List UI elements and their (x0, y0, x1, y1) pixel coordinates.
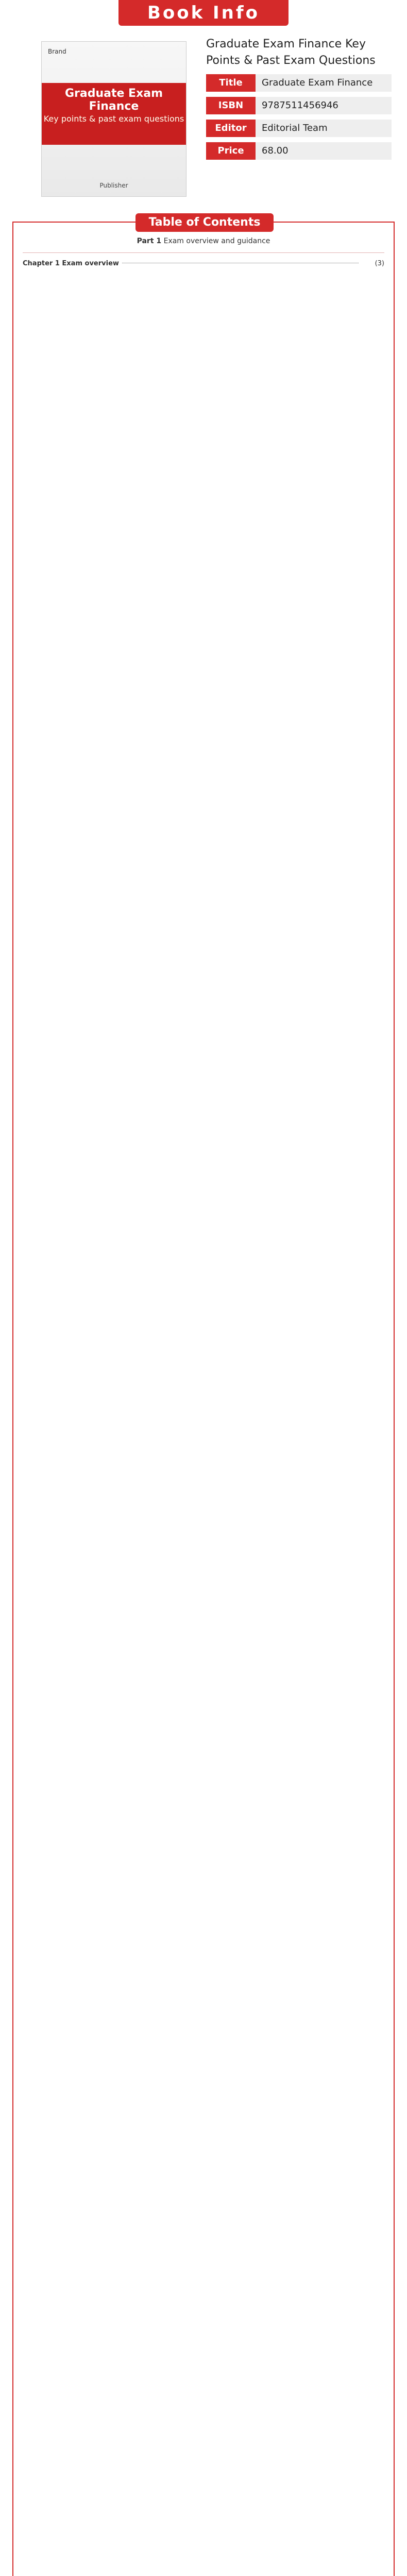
book-cover (41, 41, 186, 197)
book-info (206, 36, 392, 165)
cover-subtitle: Key points & past exam questions (43, 114, 184, 124)
part-title (23, 237, 384, 245)
part-title-text: Exam overview and guidance (163, 237, 270, 245)
book-info-value: Graduate Exam Finance (256, 74, 392, 92)
book-info-value: 68.00 (256, 142, 392, 160)
book-info-value: 9787511456946 (256, 97, 392, 114)
book-info-row-editor (206, 120, 392, 137)
toc-header (13, 213, 396, 232)
book-info-value: Editorial Team (256, 120, 392, 137)
book-info-label: Editor (206, 120, 256, 137)
book-info-row-title (206, 74, 392, 92)
book-info-row-price (206, 142, 392, 160)
toc-page: (3) (375, 260, 384, 267)
book-title: Graduate Exam Finance Key Points & Past Exam Questions (206, 38, 376, 67)
part-title-prefix: Part 1 (137, 237, 162, 245)
toc-line[interactable] (23, 258, 384, 2576)
table-of-contents (12, 216, 395, 2576)
banner-title: Book Info (147, 3, 260, 23)
toc-title: Table of Contents (135, 213, 274, 232)
cover-publisher: Publisher (99, 182, 128, 189)
book-info-row-isbn (206, 97, 392, 114)
part-divider (23, 252, 384, 253)
toc-parts (13, 237, 394, 2576)
toc-part (23, 237, 384, 2576)
cover-title: Graduate Exam Finance (64, 87, 163, 113)
book-info-label: Price (206, 142, 256, 160)
book-info-label: Title (206, 74, 256, 92)
cover-brand: Brand (48, 48, 66, 55)
toc-line-text: Chapter 1 Exam overview (23, 260, 119, 267)
page-banner (118, 0, 289, 26)
book-info-label: ISBN (206, 97, 256, 114)
